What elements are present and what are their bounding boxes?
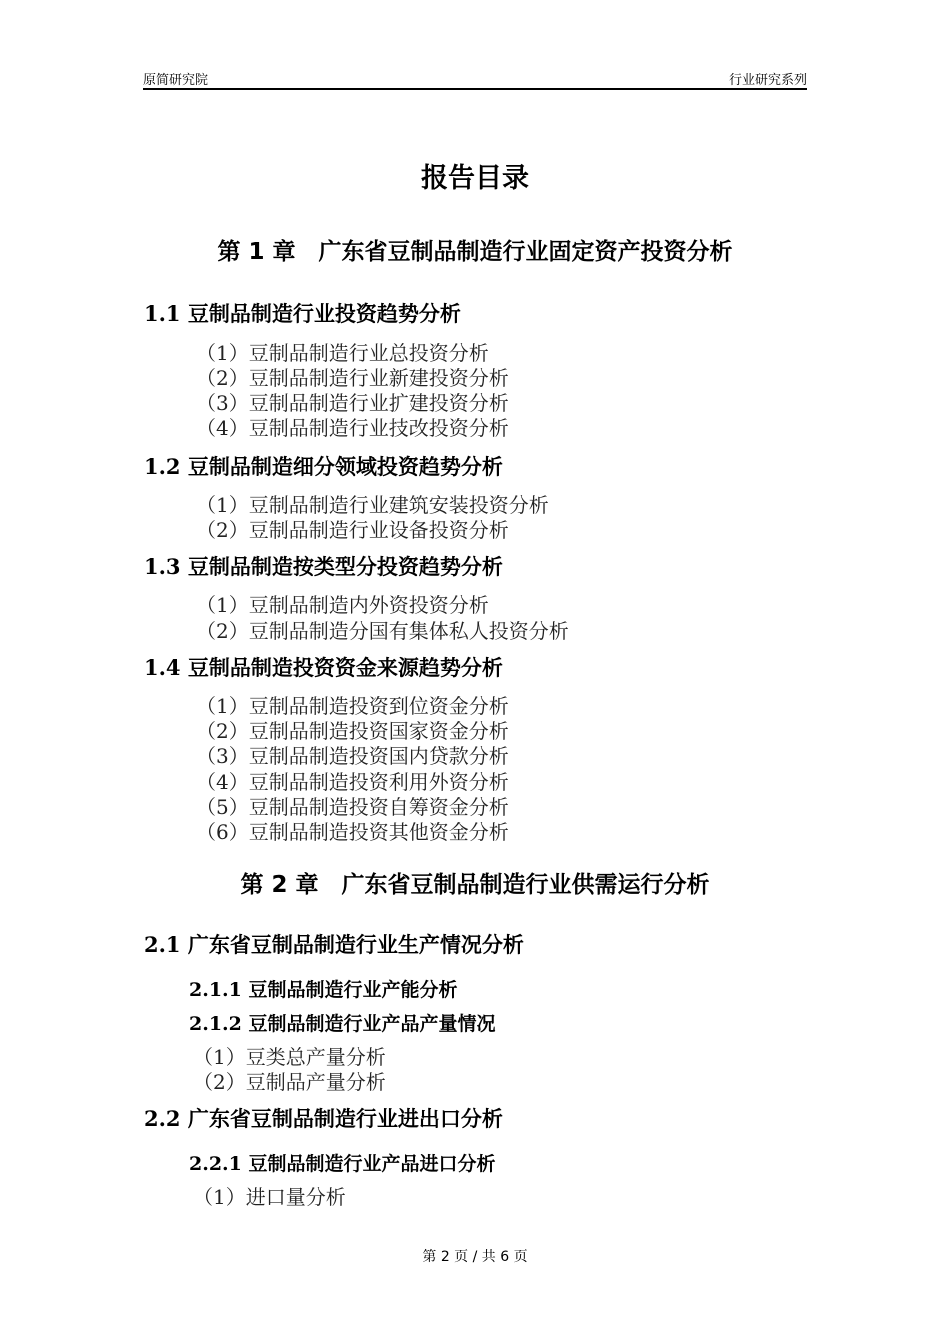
- section-2-2-heading: [144, 1103, 503, 1133]
- section-title: 豆制品制造行业投资趋势分析: [187, 302, 461, 326]
- section-title: 豆制品制造投资资金来源趋势分析: [187, 656, 503, 680]
- section-1-3-heading: [144, 551, 503, 581]
- section-number: 2.1: [144, 932, 181, 957]
- header-series-name: 行业研究系列: [728, 73, 807, 88]
- section-1-2-heading: [144, 451, 503, 481]
- toc-item: （1）豆类总产量分析: [193, 1045, 386, 1069]
- section-title: 广东省豆制品制造行业进出口分析: [187, 1107, 503, 1131]
- subsection-number: 2.2.1: [189, 1153, 242, 1175]
- header-org-name: 原简研究院: [143, 73, 209, 88]
- subsection-title: 豆制品制造行业产品产量情况: [248, 1013, 496, 1035]
- section-number: 1.1: [144, 301, 181, 326]
- toc-item: （1）豆制品制造行业建筑安装投资分析: [196, 493, 549, 517]
- toc-item: （4）豆制品制造行业技改投资分析: [196, 416, 509, 440]
- subsection-number: 2.1.2: [189, 1013, 242, 1035]
- subsection-title: 豆制品制造行业产品进口分析: [248, 1153, 496, 1175]
- section-number: 2.2: [144, 1106, 181, 1131]
- section-title: 豆制品制造按类型分投资趋势分析: [187, 555, 503, 579]
- section-title: 广东省豆制品制造行业生产情况分析: [187, 933, 524, 957]
- section-1-4-heading: [144, 652, 503, 682]
- toc-item: （2）豆制品制造分国有集体私人投资分析: [196, 619, 569, 643]
- toc-item: （2）豆制品产量分析: [193, 1070, 386, 1094]
- chapter-1-heading: 第 1 章 广东省豆制品制造行业固定资产投资分析: [217, 239, 733, 265]
- toc-item: （4）豆制品制造投资利用外资分析: [196, 770, 509, 794]
- toc-item: （1）豆制品制造行业总投资分析: [196, 341, 489, 365]
- toc-item: （6）豆制品制造投资其他资金分析: [196, 820, 509, 844]
- toc-item: （2）豆制品制造行业新建投资分析: [196, 366, 509, 390]
- section-number: 1.2: [144, 454, 181, 479]
- toc-item: （2）豆制品制造行业设备投资分析: [196, 518, 509, 542]
- subsection-2-2-1-heading: [189, 1149, 496, 1176]
- toc-item: （1）进口量分析: [193, 1185, 346, 1209]
- toc-item: （2）豆制品制造投资国家资金分析: [196, 719, 509, 743]
- section-number: 1.4: [144, 655, 181, 680]
- toc-item: （5）豆制品制造投资自筹资金分析: [196, 795, 509, 819]
- subsection-2-1-1-heading: [189, 975, 458, 1002]
- page-header: [143, 68, 807, 90]
- toc-item: （3）豆制品制造行业扩建投资分析: [196, 391, 509, 415]
- toc-item: （3）豆制品制造投资国内贷款分析: [196, 744, 509, 768]
- section-title: 豆制品制造细分领域投资趋势分析: [187, 455, 503, 479]
- chapter-2-heading: 第 2 章 广东省豆制品制造行业供需运行分析: [240, 872, 710, 898]
- toc-item: （1）豆制品制造内外资投资分析: [196, 593, 489, 617]
- section-2-1-heading: [144, 929, 524, 959]
- section-number: 1.3: [144, 554, 181, 579]
- toc-item: （1）豆制品制造投资到位资金分析: [196, 694, 509, 718]
- page-number: 第 2 页 / 共 6 页: [422, 1249, 528, 1265]
- subsection-number: 2.1.1: [189, 979, 242, 1001]
- subsection-title: 豆制品制造行业产能分析: [248, 979, 458, 1001]
- section-1-1-heading: [144, 298, 461, 328]
- subsection-2-1-2-heading: [189, 1009, 496, 1036]
- document-title: 报告目录: [421, 163, 529, 194]
